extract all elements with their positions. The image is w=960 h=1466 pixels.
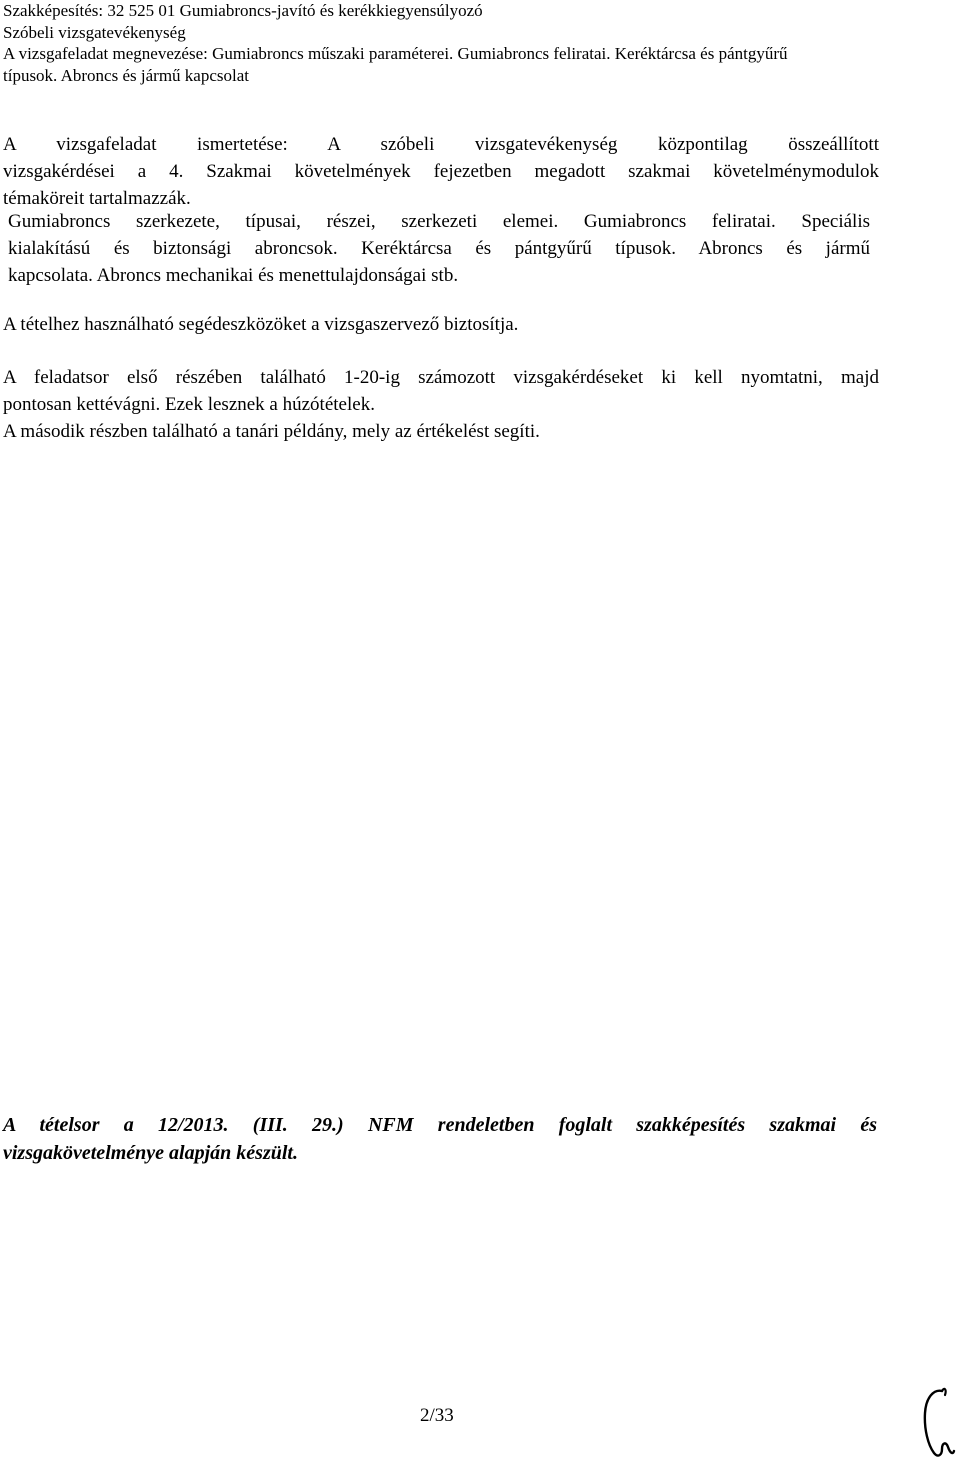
tools-line: A tételhez használható segédeszközöket a vizsgaszervező biztosítja. bbox=[3, 314, 519, 335]
topic-line: Gumiabroncs szerkezete, típusai, részei, szerkezeti elemei. Gumiabroncs feliratai. Speciális bbox=[8, 211, 870, 232]
document-header bbox=[3, 0, 955, 86]
regulation-note bbox=[3, 1111, 877, 1167]
qualification-line: Szakképesítés: 32 525 01 Gumiabroncs-javító és kerékkiegyensúlyozó bbox=[3, 1, 483, 20]
instructions-paragraph bbox=[3, 364, 879, 445]
task-name-line: A vizsgafeladat megnevezése: Gumiabroncs műszaki paraméterei. Gumiabroncs feliratai. Keréktárcsa és pántgyűrű bbox=[3, 44, 788, 63]
topic-line: kialakítású és biztonsági abroncsok. Keréktárcsa és pántgyűrű típusok. Abroncs és jármű bbox=[8, 238, 870, 259]
topic-line: kapcsolata. Abroncs mechanikai és menettulajdonságai stb. bbox=[8, 265, 459, 286]
tools-paragraph bbox=[3, 311, 879, 338]
description-line: vizsgakérdései a 4. Szakmai követelmények fejezetben megadott szakmai követelménymodulok bbox=[3, 161, 879, 182]
handwritten-signature-icon bbox=[920, 1383, 956, 1461]
instructions-line: A második részben található a tanári példány, mely az értékelést segíti. bbox=[3, 421, 540, 442]
description-line: A vizsgafeladat ismertetése: A szóbeli vizsgatevékenység központilag összeállított bbox=[3, 134, 879, 155]
regulation-line: A tételsor a 12/2013. (III. 29.) NFM rendeletben foglalt szakképesítés szakmai és bbox=[3, 1114, 877, 1136]
exam-type-line: Szóbeli vizsgatevékenység bbox=[3, 22, 186, 42]
instructions-line: pontosan kettévágni. Ezek lesznek a húzótételek. bbox=[3, 394, 375, 415]
topic-list bbox=[8, 208, 870, 289]
task-description bbox=[3, 131, 879, 212]
task-name-line-continued: típusok. Abroncs és jármű kapcsolat bbox=[3, 65, 249, 85]
instructions-line: A feladatsor első részében található 1-20-ig számozott vizsgakérdéseket ki kell nyomtatni, majd bbox=[3, 367, 879, 388]
description-line: témaköreit tartalmazzák. bbox=[3, 188, 191, 209]
signature-mark bbox=[920, 1383, 956, 1466]
regulation-line: vizsgakövetelménye alapján készült. bbox=[3, 1142, 298, 1164]
page-number: 2/33 bbox=[420, 1405, 454, 1426]
